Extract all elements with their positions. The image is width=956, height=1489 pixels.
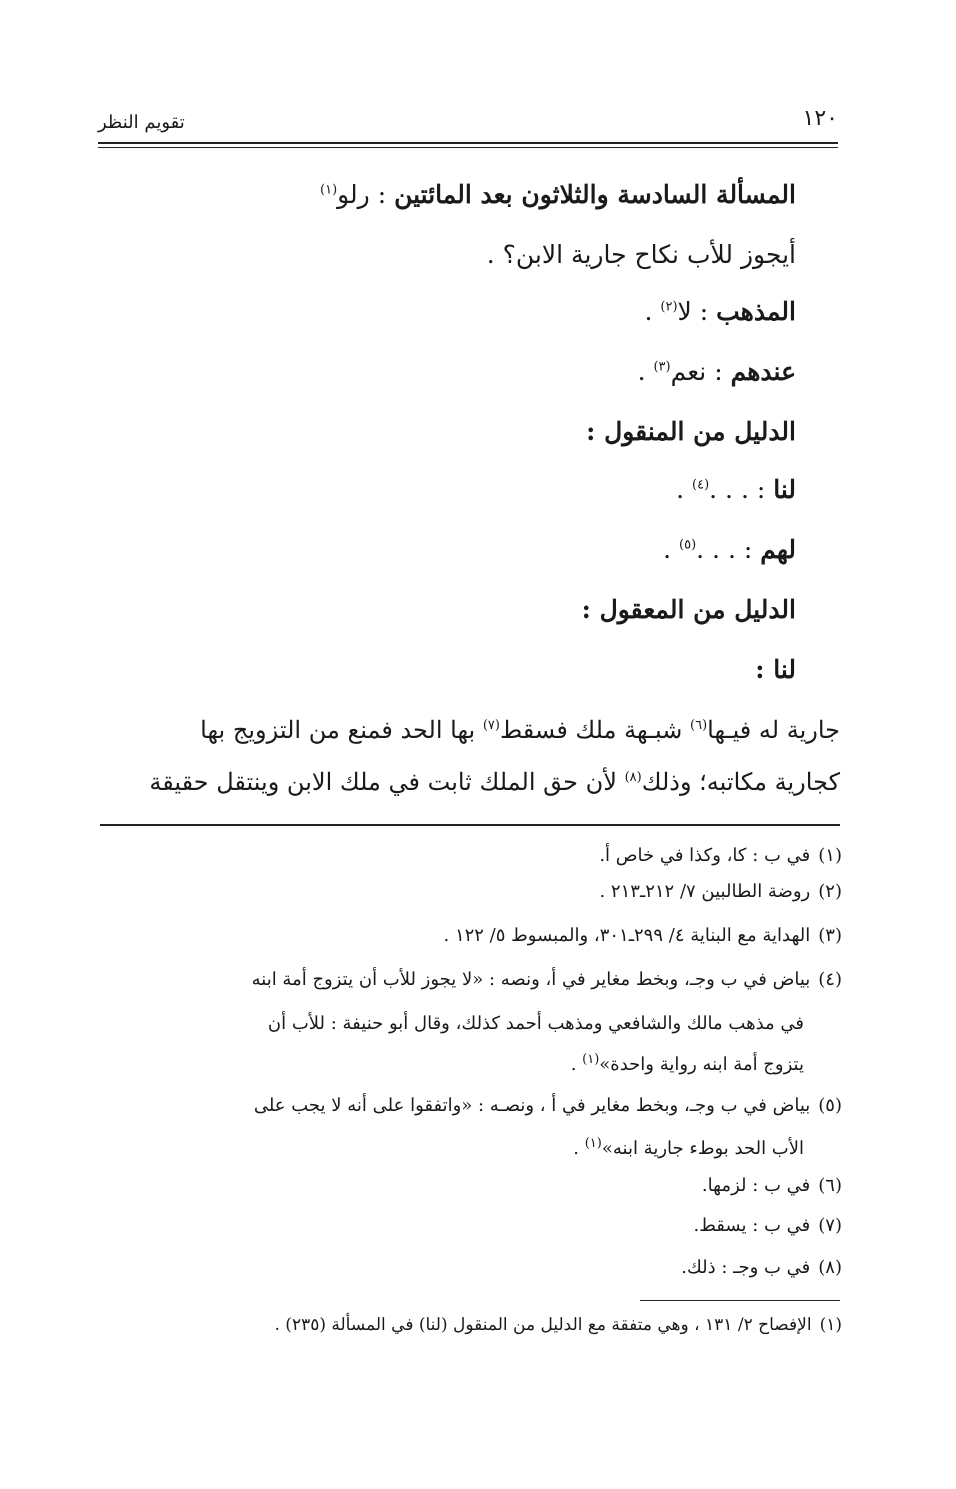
footnote-text: الأب الحد بوطء جارية ابنه» — [601, 1138, 804, 1159]
footnote-number: (١) — [819, 1315, 842, 1335]
footnote-7 — [112, 1208, 842, 1244]
footnote-ref: (٤) — [692, 477, 710, 493]
header-rule — [98, 142, 838, 144]
lana-label: لنا — [773, 475, 796, 504]
page-number: ١٢٠ — [802, 106, 838, 131]
footnote-ref: (٥) — [679, 537, 697, 553]
footnote-number: (٨) — [818, 1257, 842, 1278]
footnote-text: بياض في ب وجـ، وبخط مغاير في أ ، ونصـه : «واتفقوا على أنه لا يجب على — [253, 1095, 811, 1116]
lana-naql-line — [676, 475, 796, 504]
footnote-6 — [112, 1168, 842, 1204]
footnote-5-cont — [114, 1126, 804, 1167]
question-text: أيجوز للأب نكاح جارية الابن؟ . — [486, 240, 796, 269]
para-text: بها الحد فمنع من التزويج بها — [200, 716, 483, 744]
footnote-text: في ب وجـ : ذلك. — [681, 1257, 811, 1278]
lahum-label: لهم — [760, 535, 796, 564]
footnote-ref: (١) — [584, 1136, 602, 1151]
naql-heading: الدليل من المنقول : — [586, 417, 796, 446]
madhhab-label: المذهب — [716, 297, 796, 326]
para-text: كجارية مكاتبه؛ وذلك — [641, 768, 840, 796]
footnote-4 — [112, 962, 842, 998]
footnote-text: روضة الطالبين ٧/ ٢١٢ـ٢١٣ . — [599, 881, 811, 902]
madhhab-end: . — [644, 297, 661, 326]
footnote-1 — [112, 838, 842, 874]
lahum-line — [663, 535, 796, 564]
footnote-number: (٣) — [818, 925, 842, 946]
lahum-end: . — [663, 535, 680, 564]
indahum-label: عندهم — [730, 357, 796, 386]
para-text: جارية له فيـها — [707, 716, 840, 744]
footnote-ref: (٢) — [660, 299, 678, 315]
footnote-4-cont-2 — [114, 1042, 804, 1083]
footnote-2 — [112, 874, 842, 910]
heading-label: المسألة السادسة والثلاثون بعد المائتين — [394, 180, 796, 209]
footnote-number: (٧) — [818, 1215, 842, 1236]
footnote-ref: (٦) — [690, 718, 708, 733]
footnote-end: . — [570, 1054, 583, 1075]
indahum-line — [638, 357, 796, 386]
page-header — [98, 102, 838, 142]
footnote-ref: (١) — [320, 182, 338, 198]
footnote-text: في ب : كا، وكذا في خاص أ. — [599, 845, 811, 866]
header-rule-thin — [98, 147, 838, 148]
secondary-footnote-separator — [640, 1300, 840, 1301]
lana-aql-label: لنا : — [755, 655, 796, 684]
footnote-8 — [112, 1250, 842, 1286]
footnote-text: في مذهب مالك والشافعي ومذهب أحمد كذلك، وقال أبو حنيفة : للأب أن — [267, 1013, 804, 1034]
footnote-number: (٤) — [818, 969, 842, 990]
running-title: تقويم النظر — [98, 112, 185, 133]
lana-value: : . . . — [709, 475, 766, 504]
madhhab-line — [644, 297, 796, 326]
footnote-text: في ب : يسقط. — [693, 1215, 811, 1236]
lahum-value: : . . . — [696, 535, 753, 564]
indahum-value: : نعم — [670, 357, 723, 386]
footnote-number: (٢) — [818, 881, 842, 902]
body-paragraph-line-1 — [116, 716, 840, 744]
aql-heading: الدليل من المعقول : — [581, 595, 796, 624]
secondary-footnote — [274, 1315, 842, 1335]
para-text: شبـهة ملك فسقط — [499, 716, 691, 744]
heading-rest: : رلو — [337, 180, 387, 209]
footnote-ref: (٨) — [624, 770, 642, 785]
footnote-end: . — [573, 1138, 585, 1159]
body-paragraph-line-2 — [116, 768, 840, 796]
footnote-separator — [100, 824, 840, 826]
footnote-text: الإفصاح ٢/ ١٣١ ، وهي متفقة مع الدليل من المنقول (لنا) في المسألة (٢٣٥) . — [274, 1315, 812, 1335]
footnote-ref: (١) — [582, 1052, 600, 1067]
para-text: لأن حق الملك ثابت في ملك الابن وينتقل حقيقة — [149, 768, 625, 796]
lana-end: . — [676, 475, 693, 504]
question-heading — [320, 180, 796, 209]
footnote-3 — [112, 918, 842, 954]
footnote-text: الهداية مع البناية ٤/ ٢٩٩ـ٣٠١، والمبسوط ٥/ ١٢٢ . — [443, 925, 811, 946]
footnote-ref: (٣) — [653, 359, 671, 375]
footnote-number: (١) — [818, 845, 842, 866]
footnote-number: (٦) — [818, 1175, 842, 1196]
footnote-text: بياض في ب وجـ، وبخط مغاير في أ، ونصه : «لا يجوز للأب أن يتزوج أمة ابنه — [251, 969, 811, 990]
footnote-number: (٥) — [818, 1095, 842, 1116]
footnote-5 — [112, 1088, 842, 1124]
footnote-text: يتزوج أمة ابنه رواية واحدة» — [599, 1054, 804, 1075]
footnote-ref: (٧) — [482, 718, 500, 733]
footnote-text: في ب : لزمها. — [701, 1175, 811, 1196]
footnote-4-cont-1 — [114, 1006, 804, 1042]
indahum-end: . — [637, 357, 654, 386]
madhhab-value: : لا — [677, 297, 709, 326]
